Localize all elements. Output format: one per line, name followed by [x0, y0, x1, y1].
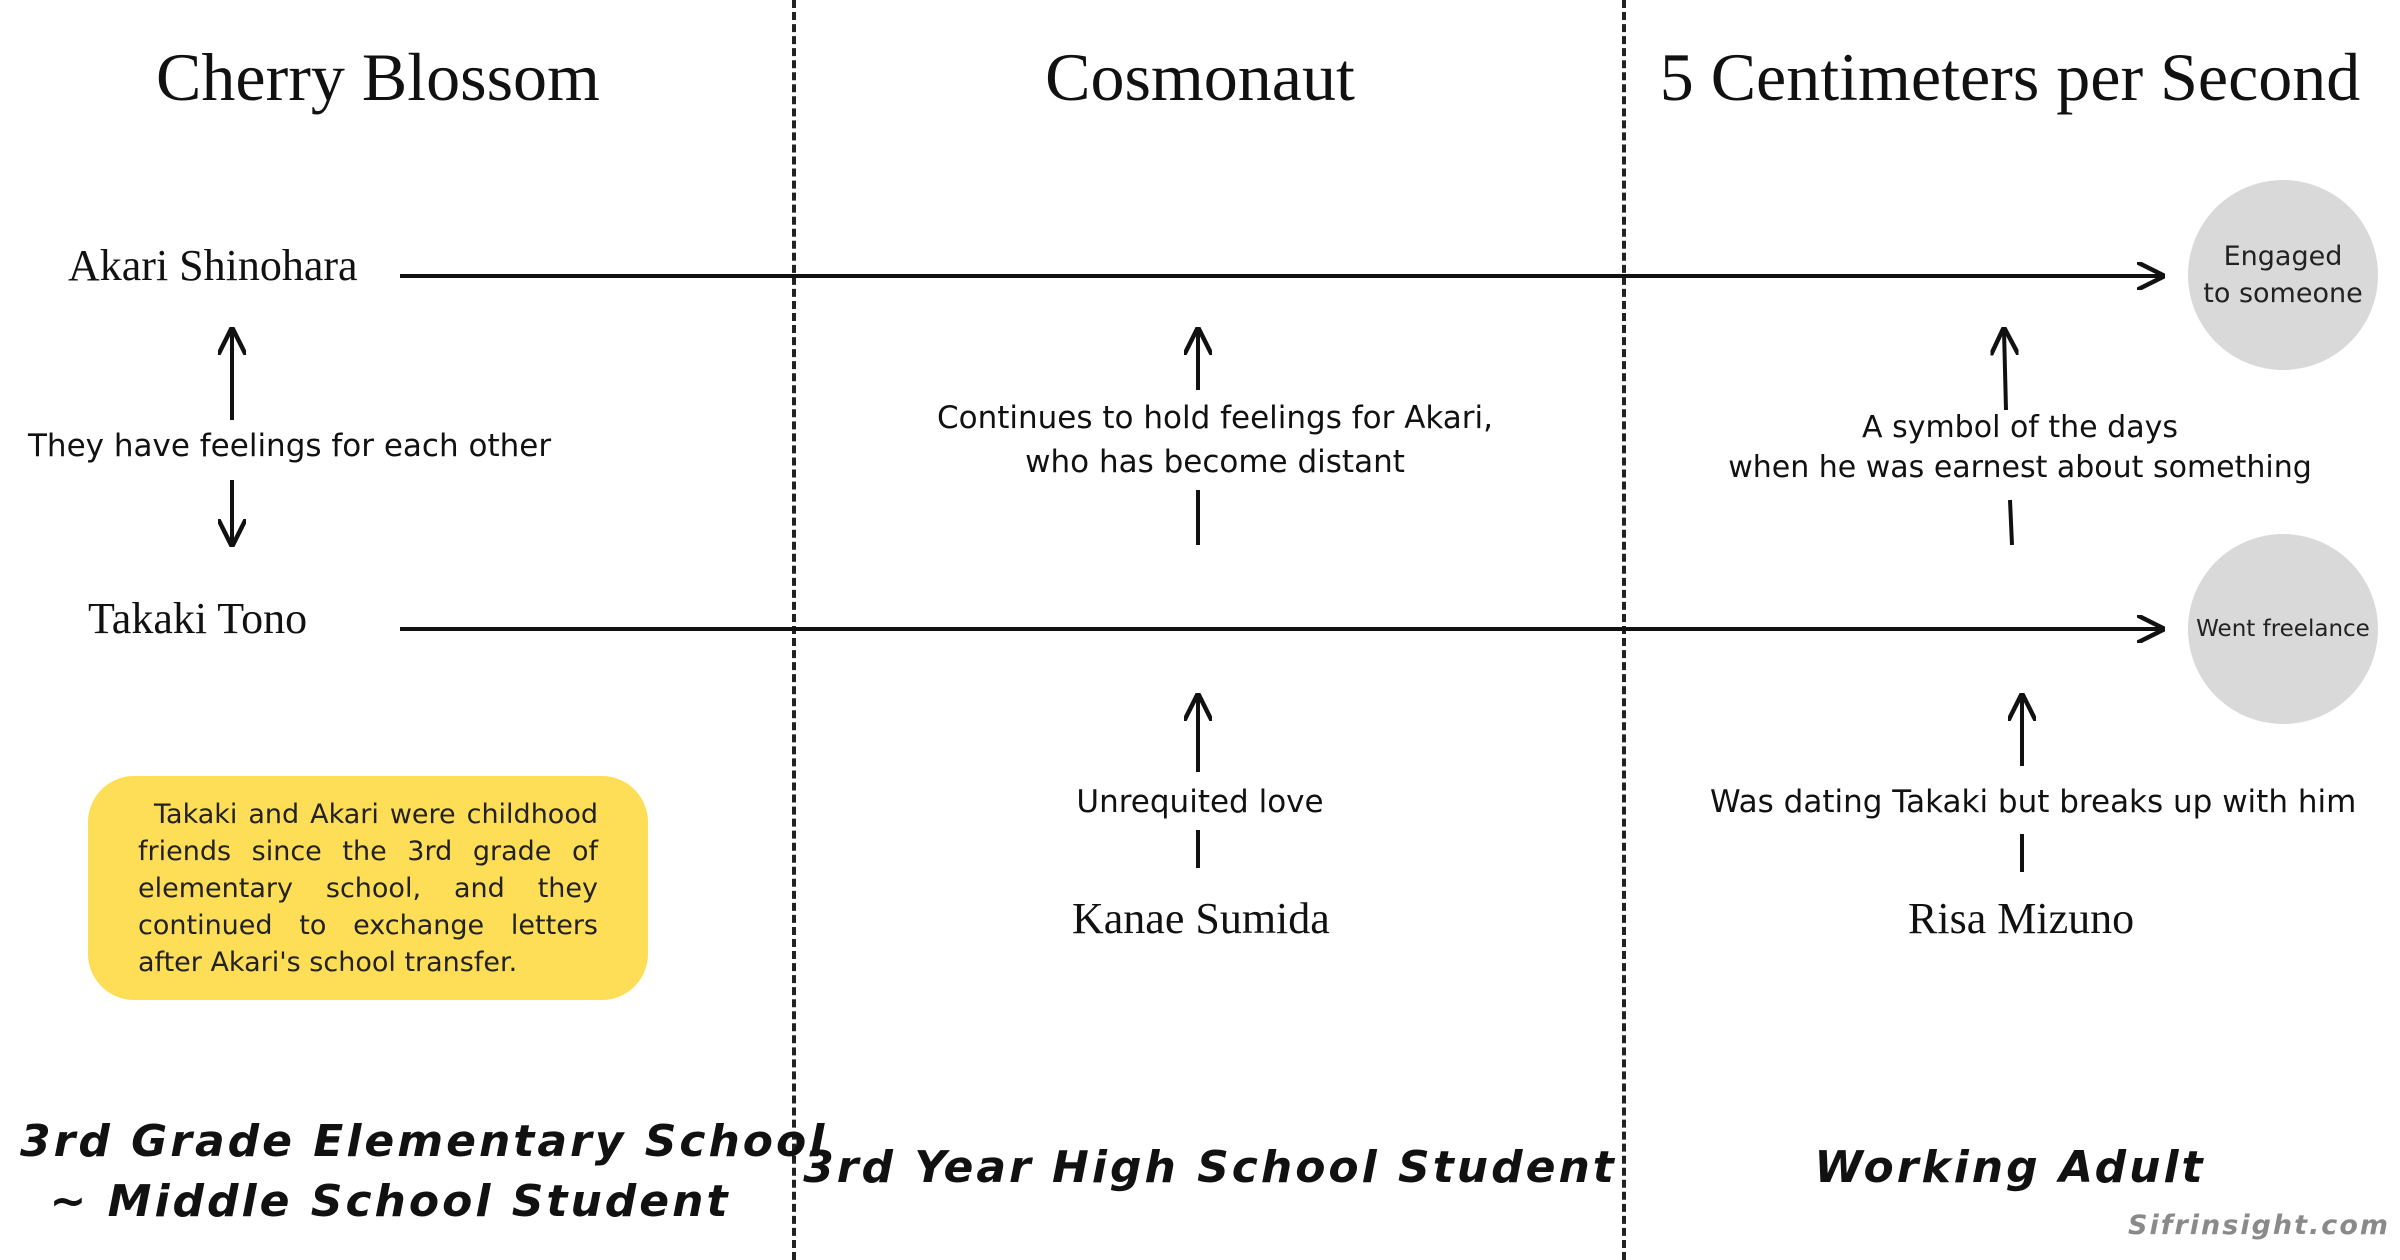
note-mutual-feelings: They have feelings for each other [28, 428, 552, 464]
symbol-arrow-up [2004, 330, 2006, 410]
title-cosmonaut: Cosmonaut [1045, 39, 1355, 115]
note-symbol-line-1: A symbol of the days [1862, 410, 2178, 445]
note-cosmonaut-line-2: who has become distant [1025, 444, 1405, 480]
note-cosmonaut-line-1: Continues to hold feelings for Akari, [936, 400, 1494, 436]
note-cosmonaut-feelings [900, 396, 1530, 484]
period-high-school: 3rd Year High School Student [803, 1142, 1617, 1193]
note-unrequited-love: Unrequited love [1076, 784, 1324, 820]
site-watermark: Sifrinsight.com [2128, 1210, 2390, 1241]
note-symbol-line-2: when he was earnest about something [1728, 450, 2312, 485]
outcome-akari-line-1: Engaged [2223, 241, 2343, 272]
note-risa-dating: Was dating Takaki but breaks up with him [1710, 784, 2357, 820]
note-symbol [1720, 408, 2320, 488]
character-kanae: Kanae Sumida [1072, 894, 1330, 943]
symbol-arrow-tail [2010, 500, 2012, 545]
outcome-akari-line-2: to someone [2203, 278, 2363, 309]
period-working-adult: Working Adult [1814, 1142, 2206, 1193]
character-takaki: Takaki Tono [88, 594, 308, 643]
character-risa: Risa Mizuno [1908, 894, 2135, 943]
title-cherry-blossom: Cherry Blossom [156, 39, 600, 115]
background-callout: Takaki and Akari were childhood friends since the 3rd grade of elementary school, and they continued to exchange letters after Akari's school transfer. [88, 776, 648, 1000]
period-elementary-middle [20, 1112, 828, 1232]
period-line-2: ~ Middle School Student [49, 1176, 731, 1227]
period-line-1: 3rd Grade Elementary School [20, 1116, 828, 1167]
outcome-bubble-akari [2188, 180, 2378, 370]
outcome-bubble-takaki: Went freelance [2188, 534, 2378, 724]
character-akari: Akari Shinohara [68, 241, 358, 290]
title-5cm-per-second: 5 Centimeters per Second [1659, 39, 2361, 115]
